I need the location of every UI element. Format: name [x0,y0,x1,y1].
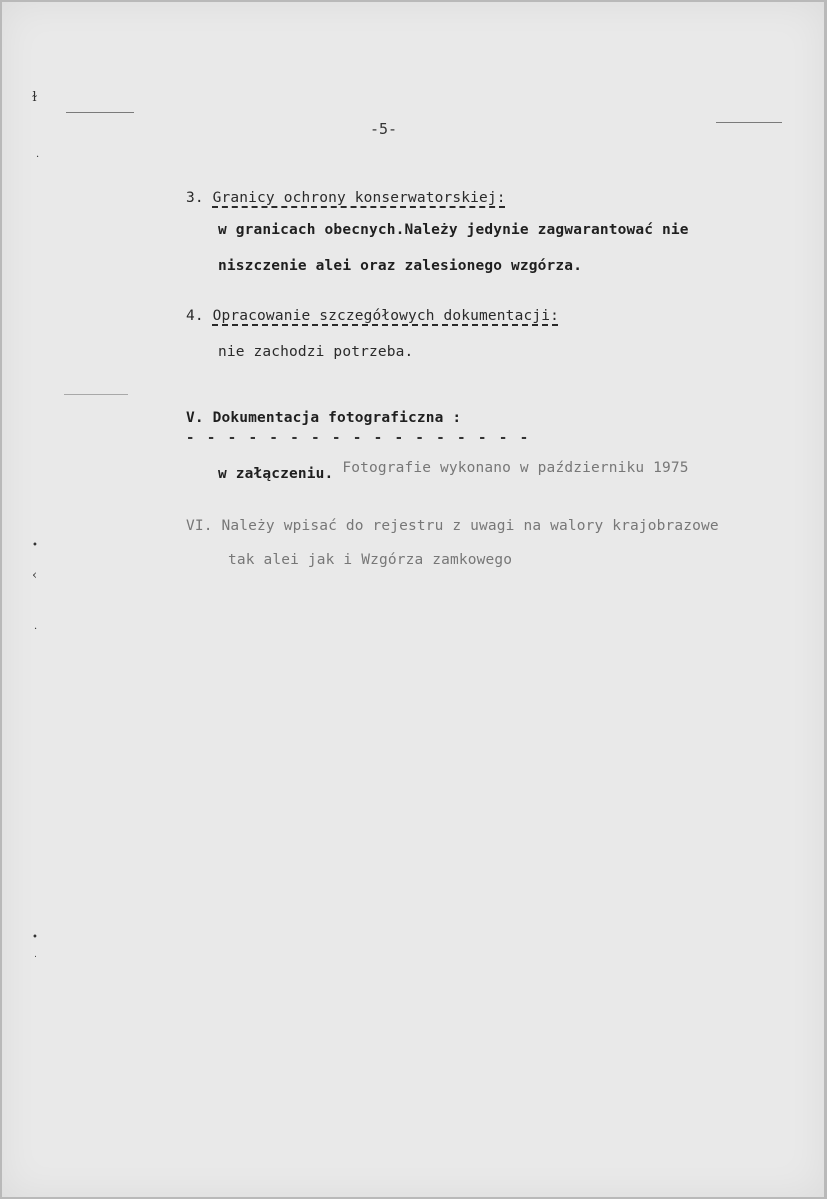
section-3-number: 3. [186,190,204,206]
section-v-attachment-text: w załączeniu. [218,466,334,482]
margin-mark: ‹ [32,568,38,583]
section-vi-text-line-2: tak alei jak i Wzgórza zamkowego [228,552,513,568]
section-4-text-line-1: nie zachodzi potrzeba. [218,344,414,360]
margin-mark: • [32,932,38,943]
section-4-heading-line [186,308,559,324]
document-page [2,2,824,1197]
section-4-number: 4. [186,308,204,324]
margin-mark: · [36,152,40,163]
top-right-rule [716,122,782,123]
section-v-photo-note: Fotografie wykonano w październiku 1975 [342,460,689,476]
section-v-text-line-1 [218,460,689,482]
section-3-text-line-1: w granicach obecnych.Należy jedynie zagwarantować nie [218,222,689,238]
section-4-heading: Opracowanie szczegółowych dokumentacji: [212,308,559,324]
section-v-dash-underline: - - - - - - - - - - - - - - - - - [186,430,531,446]
page-number: -5- [370,120,398,138]
margin-mark: ɫ [32,90,37,105]
section-3-heading: Granicy ochrony konserwatorskiej: [212,190,506,206]
top-left-rule [66,112,134,113]
margin-mark: ᐧ [34,952,37,963]
section-v-heading-line [186,410,461,426]
section-vi-text: Należy wpisać do rejestru z uwagi na walory krajobrazowe [221,518,719,534]
margin-rule [64,394,128,395]
section-3-heading-line [186,190,506,206]
section-vi-text-line-1 [186,518,719,534]
margin-mark: · [34,624,38,635]
section-v-heading: Dokumentacja fotograficzna : [212,410,462,426]
margin-mark: • [32,540,38,551]
section-vi-number: VI. [186,518,213,534]
section-v-number: V. [186,410,204,426]
section-3-text-line-2: niszczenie alei oraz zalesionego wzgórza. [218,258,583,274]
